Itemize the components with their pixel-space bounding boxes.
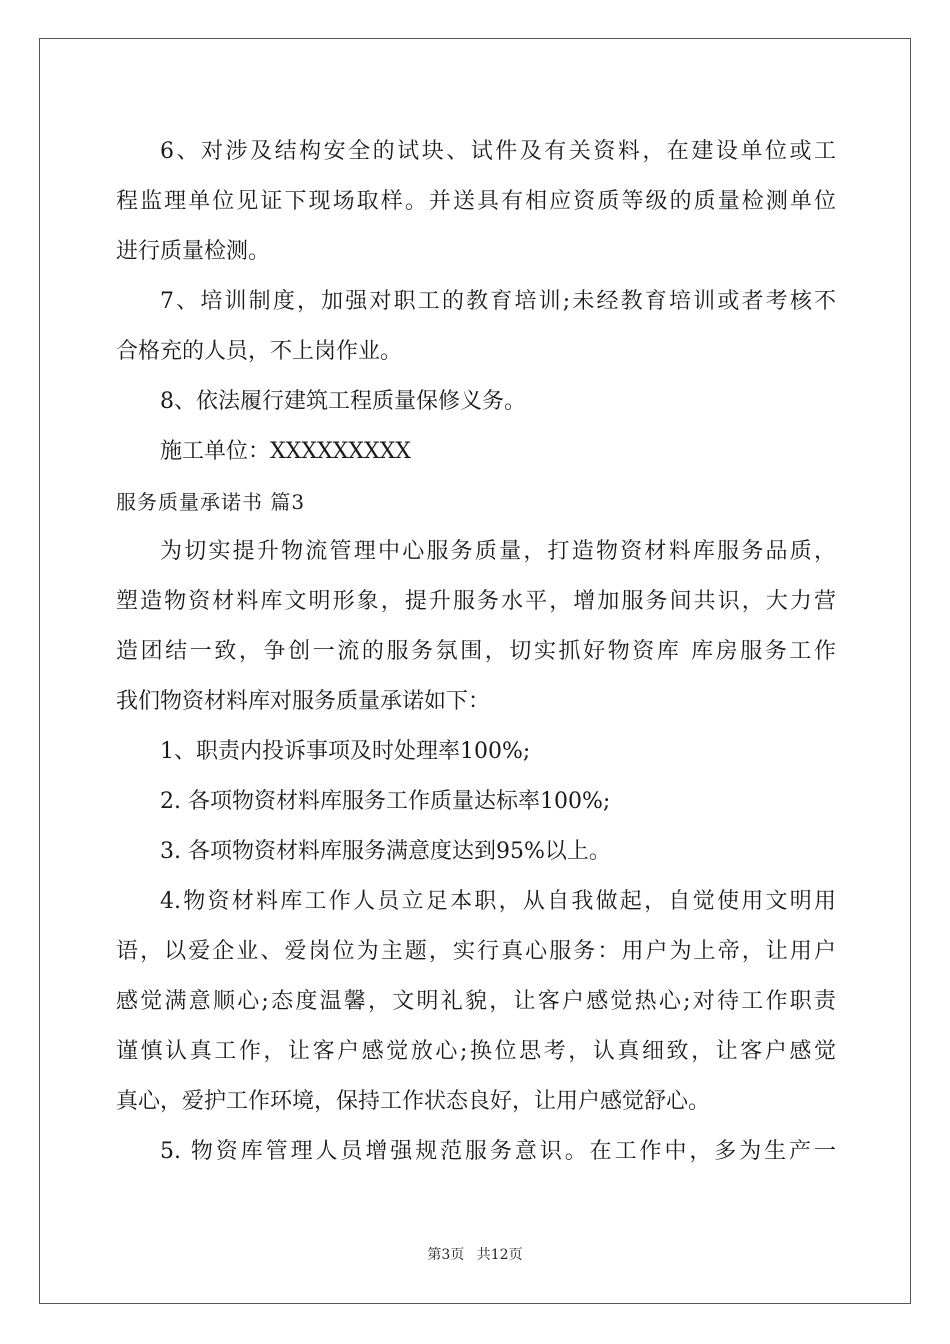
- paragraph-line: 进行质量检测。: [116, 239, 271, 264]
- paragraph-line: 8、依法履行建筑工程质量保修义务。: [160, 389, 526, 414]
- document-body: [116, 127, 836, 1177]
- paragraph-line: 合格充的人员，不上岗作业。: [116, 339, 403, 364]
- list-item: 3. 各项物资材料库服务满意度达到95%以上。: [160, 839, 611, 864]
- paragraph-line: 我们物资材料库对服务质量承诺如下：: [116, 689, 491, 714]
- paragraph-line: 塑造物资材料库文明形象，提升服务水平，增加服务间共识，大力营: [116, 589, 836, 614]
- paragraph-line: 7、培训制度，加强对职工的教育培训;未经教育培训或者考核不: [160, 289, 836, 314]
- paragraph-line: 程监理单位见证下现场取样。并送具有相应资质等级的质量检测单位: [116, 189, 836, 214]
- signature-line: 施工单位：XXXXXXXXX: [160, 439, 411, 464]
- section-title: 服务质量承诺书 篇3: [116, 490, 306, 514]
- paragraph-line: 感觉满意顺心;态度温馨，文明礼貌，让客户感觉热心;对待工作职责: [116, 989, 836, 1014]
- page-total: 共12页: [476, 1247, 523, 1263]
- list-item: 1、职责内投诉事项及时处理率100%;: [160, 739, 531, 764]
- page-number: 第3页: [427, 1247, 465, 1263]
- paragraph-line: 语，以爱企业、爱岗位为主题，实行真心服务：用户为上帝，让用户: [116, 939, 836, 964]
- paragraph-line: 为切实提升物流管理中心服务质量，打造物资材料库服务品质，: [160, 539, 836, 564]
- list-item: 5. 物资库管理人员增强规范服务意识。在工作中，多为生产一: [160, 1139, 836, 1164]
- paragraph-line: 造团结一致，争创一流的服务氛围，切实抓好物资库 库房服务工作: [116, 639, 836, 664]
- list-item: 2. 各项物资材料库服务工作质量达标率100%;: [160, 789, 611, 814]
- page-footer: [0, 1244, 950, 1264]
- list-item: 4.物资材料库工作人员立足本职，从自我做起，自觉使用文明用: [160, 889, 836, 914]
- paragraph-line: 6、对涉及结构安全的试块、试件及有关资料，在建设单位或工: [160, 139, 836, 164]
- paragraph-line: 真心，爱护工作环境，保持工作状态良好，让用户感觉舒心。: [116, 1089, 711, 1114]
- paragraph-line: 谨慎认真工作，让客户感觉放心;换位思考，认真细致，让客户感觉: [116, 1039, 836, 1064]
